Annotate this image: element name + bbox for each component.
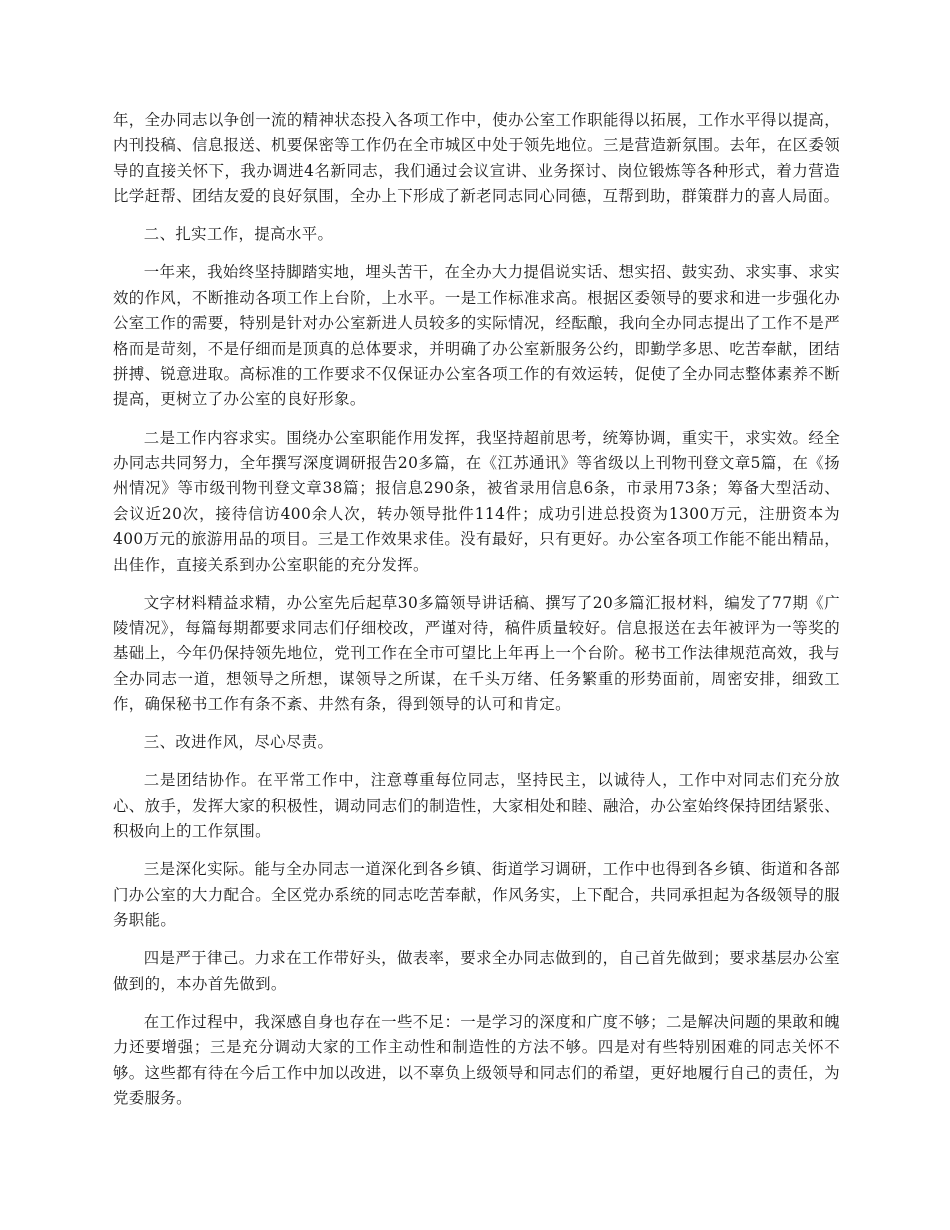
paragraph-continuation: 年，全办同志以争创一流的精神状态投入各项工作中，使办公室工作职能得以拓展，工作水平得以提高，内刊投稿、信息报送、机要保密等工作仍在全市城区中处于领先地位。三是营造新氛围。去年，在区委领导的直接关怀下，我办调进4名新同志，我们通过会议宣讲、业务探讨、岗位锻炼等各种形式，着力营造比学赶帮、团结友爱的良好氛围，全办上下形成了新老同志同心同德，互帮到助，群策群力的喜人局面。: [113, 111, 840, 206]
section-heading-3: 三、改进作风，尽心尽责。: [143, 733, 334, 752]
paragraph-work-content: 二是工作内容求实。围绕办公室职能作用发挥，我坚持超前思考，统筹协调，重实干，求实效。经全办同志共同努力，全年撰写深度调研报告20多篇，在《江苏通讯》等省级以上刊物刊登文章5篇，在《扬州情况》等市级刊物刊登文章38篇；报信息290条，被省录用信息6条，市录用73条；筹备大型活动、会议近20次，接待信访400余人次，转办领导批件114件；成功引进总投资为1300万元，注册资本为400万元的旅游用品的项目。三是工作效果求佳。没有最好，只有更好。办公室各项工作能不能出精品，出佳作，直接关系到办公室职能的充分发挥。: [113, 428, 840, 574]
paragraph-practice: 三是深化实际。能与全办同志一道深化到各乡镇、街道学习调研，工作中也得到各乡镇、街道和各部门办公室的大力配合。全区党办系统的同志吃苦奉献，作风务实，上下配合，共同承担起为各级领导的服务职能。: [113, 860, 840, 930]
section-heading-2: 二、扎实工作，提高水平。: [143, 225, 334, 244]
paragraph-teamwork: 二是团结协作。在平常工作中，注意尊重每位同志，坚持民主，以诚待人，工作中对同志们充分放心、放手，发挥大家的积极性，调动同志们的制造性，大家相处和睦、融洽，办公室始终保持团结紧张、积极向上的工作氛围。: [113, 771, 840, 841]
document-body: [113, 108, 840, 1124]
paragraph-work-standards: 一年来，我始终坚持脚踏实地，埋头苦干，在全办大力提倡说实话、想实招、鼓实劲、求实事、求实效的作风，不断推动各项工作上台阶，上水平。一是工作标准求高。根据区委领导的要求和进一步强化办公室工作的需要，特别是针对办公室新进人员较多的实际情况，经酝酿，我向全办同志提出了工作不是严格而是苛刻，不是仔细而是顶真的总体要求，并明确了办公室新服务公约，即勤学多思、吃苦奉献，团结拼搏、锐意进取。高标准的工作要求不仅保证办公室各项工作的有效运转，促使了全办同志整体素养不断提高，更树立了办公室的良好形象。: [113, 263, 840, 409]
paragraph-self-discipline: 四是严于律己。力求在工作带好头，做表率，要求全办同志做到的，自己首先做到；要求基层办公室做到的，本办首先做到。: [113, 949, 840, 993]
paragraph-shortcomings: 在工作过程中，我深感自身也存在一些不足：一是学习的深度和广度不够；二是解决问题的果敢和魄力还要增强；三是充分调动大家的工作主动性和制造性的方法不够。四是对有些特别困难的同志关怀不够。这些都有待在今后工作中加以改进，以不辜负上级领导和同志们的希望，更好地履行自己的责任，为党委服务。: [113, 1012, 840, 1107]
paragraph-written-materials: 文字材料精益求精，办公室先后起草30多篇领导讲话稿、撰写了20多篇汇报材料，编发了77期《广陵情况》，每篇每期都要求同志们仔细校改，严谨对待，稿件质量较好。信息报送在去年被评为一等奖的基础上，今年仍保持领先地位，党刊工作在全市可望比上年再上一个台阶。秘书工作法律规范高效，我与全办同志一道，想领导之所想，谋领导之所谋，在千头万绪、任务繁重的形势面前，周密安排，细致工作，确保秘书工作有条不紊、井然有条，得到领导的认可和肯定。: [113, 593, 840, 714]
